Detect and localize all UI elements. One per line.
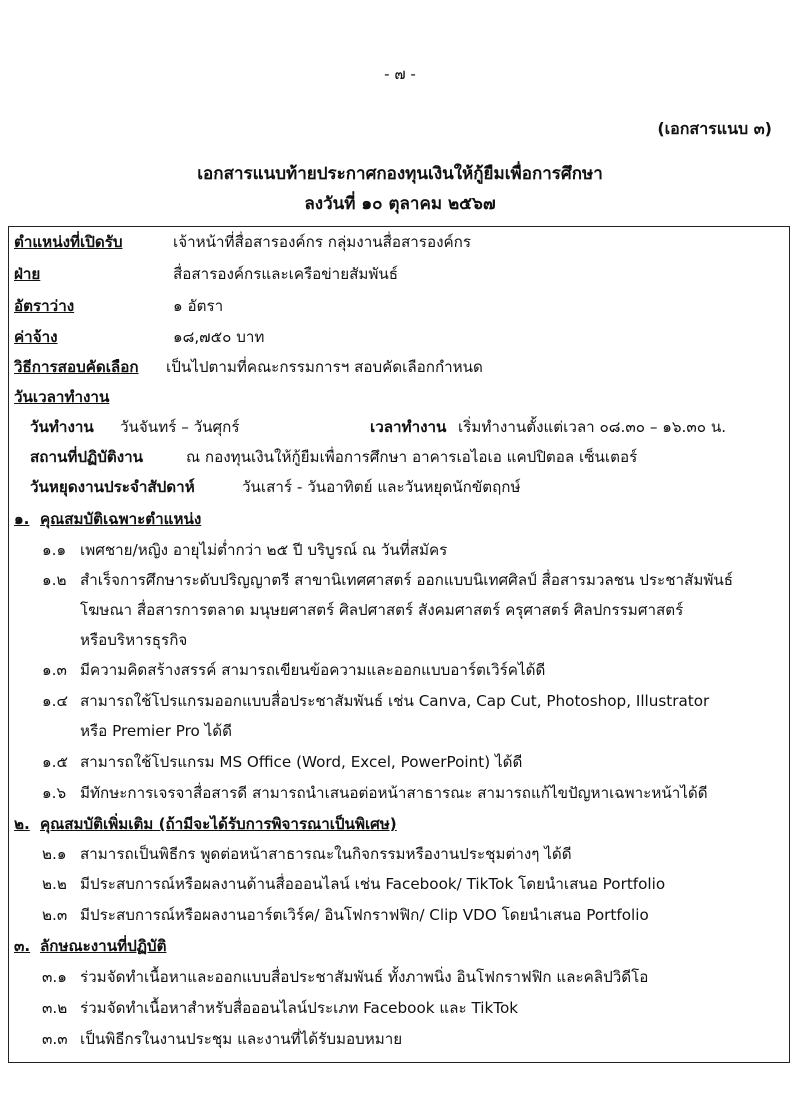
document-title: เอกสารแนบท้ายประกาศกองทุนเงินให้กู้ยืมเพื่อการศึกษา bbox=[197, 164, 603, 184]
item-text-cont: หรือ Premier Pro ได้ดี bbox=[80, 722, 232, 740]
item-number: ๑.๔ bbox=[42, 692, 68, 710]
item-text: มีความคิดสร้างสรรค์ สามารถเขียนข้อความและออกแบบอาร์ตเวิร์คได้ดี bbox=[80, 661, 546, 679]
item-number: ๒.๓ bbox=[42, 906, 68, 924]
department-value: สื่อสารองค์กรและเครือข่ายสัมพันธ์ bbox=[173, 265, 399, 283]
item-text: มีทักษะการเจรจาสื่อสารดี สามารถนำเสนอต่อหน้าสาธารณะ สามารถแก้ไขปัญหาเฉพาะหน้าได้ดี bbox=[80, 784, 708, 802]
item-text: สามารถใช้โปรแกรม MS Office (Word, Excel, PowerPoint) ได้ดี bbox=[80, 753, 523, 771]
item-text: เพศชาย/หญิง อายุไม่ต่ำกว่า ๒๕ ปี บริบูรณ์ ณ วันที่สมัคร bbox=[80, 541, 448, 559]
item-text-cont: หรือบริหารธุรกิจ bbox=[80, 631, 188, 649]
attachment-label: (เอกสารแนบ ๓) bbox=[657, 119, 772, 138]
item-number: ๑.๖ bbox=[42, 784, 67, 802]
selection-label: วิธีการสอบคัดเลือก bbox=[14, 358, 139, 376]
item-text: ร่วมจัดทำเนื้อหาและออกแบบสื่อประชาสัมพันธ์ ทั้งภาพนิ่ง อินโฟกราฟฟิก และคลิปวิดีโอ bbox=[80, 968, 649, 986]
salary-value: ๑๘,๗๕๐ บาท bbox=[173, 328, 265, 346]
document-date: ลงวันที่ ๑๐ ตุลาคม ๒๕๖๗ bbox=[304, 194, 496, 214]
item-text: ร่วมจัดทำเนื้อหาสำหรับสื่อออนไลน์ประเภท Facebook และ TikTok bbox=[80, 999, 519, 1017]
location-label: สถานที่ปฏิบัติงาน bbox=[30, 448, 144, 466]
item-number: ๑.๒ bbox=[42, 571, 67, 589]
item-number: ๓.๒ bbox=[42, 999, 68, 1017]
section1-heading: คุณสมบัติเฉพาะตำแหน่ง bbox=[40, 510, 202, 528]
section3-number: ๓. bbox=[14, 937, 31, 955]
workdays-label: วันทำงาน bbox=[30, 418, 94, 436]
location-value: ณ กองทุนเงินให้กู้ยืมเพื่อการศึกษา อาคารเอไอเอ แคปปิตอล เซ็นเตอร์ bbox=[186, 448, 638, 466]
section2-heading: คุณสมบัติเพิ่มเติม (ถ้ามีจะได้รับการพิจารณาเป็นพิเศษ) bbox=[40, 815, 397, 833]
item-text: มีประสบการณ์หรือผลงานอาร์ตเวิร์ค/ อินโฟกราฟฟิก/ Clip VDO โดยนำเสนอ Portfolio bbox=[80, 906, 649, 924]
item-text: มีประสบการณ์หรือผลงานด้านสื่อออนไลน์ เช่น Facebook/ TikTok โดยนำเสนอ Portfolio bbox=[80, 875, 666, 893]
vacancy-value: ๑ อัตรา bbox=[173, 297, 224, 315]
item-number: ๑.๑ bbox=[42, 541, 67, 559]
item-number: ๒.๑ bbox=[42, 845, 67, 863]
item-number: ๓.๑ bbox=[42, 968, 67, 986]
work-time-heading: วันเวลาทำงาน bbox=[14, 388, 110, 406]
section3-heading: ลักษณะงานที่ปฏิบัติ bbox=[40, 937, 167, 955]
item-text: สำเร็จการศึกษาระดับปริญญาตรี สาขานิเทศศาสตร์ ออกแบบนิเทศศิลป์ สื่อสารมวลชน ประชาสัมพันธ์ bbox=[80, 571, 733, 589]
section1-number: ๑. bbox=[14, 510, 30, 528]
page-number: - ๗ - bbox=[384, 65, 416, 83]
position-label: ตำแหน่งที่เปิดรับ bbox=[14, 233, 123, 251]
salary-label: ค่าจ้าง bbox=[14, 328, 58, 346]
item-number: ๑.๓ bbox=[42, 661, 67, 679]
hours-label: เวลาทำงาน bbox=[370, 418, 447, 436]
item-number: ๓.๓ bbox=[42, 1030, 68, 1048]
department-label: ฝ่าย bbox=[14, 265, 41, 283]
hours-value: เริ่มทำงานตั้งแต่เวลา ๐๘.๓๐ – ๑๖.๓๐ น. bbox=[458, 418, 727, 436]
workdays-value: วันจันทร์ – วันศุกร์ bbox=[120, 418, 240, 436]
item-text: สามารถเป็นพิธีกร พูดต่อหน้าสาธารณะในกิจกรรมหรืองานประชุมต่างๆ ได้ดี bbox=[80, 845, 572, 863]
item-text: สามารถใช้โปรแกรมออกแบบสื่อประชาสัมพันธ์ เช่น Canva, Cap Cut, Photoshop, Illustrator bbox=[80, 692, 710, 710]
vacancy-label: อัตราว่าง bbox=[14, 297, 75, 315]
position-value: เจ้าหน้าที่สื่อสารองค์กร กลุ่มงานสื่อสารองค์กร bbox=[173, 233, 472, 251]
holidays-value: วันเสาร์ - วันอาทิตย์ และวันหยุดนักขัตฤกษ์ bbox=[242, 478, 521, 496]
section2-number: ๒. bbox=[14, 815, 30, 833]
selection-value: เป็นไปตามที่คณะกรรมการฯ สอบคัดเลือกกำหนด bbox=[166, 358, 483, 376]
item-text: เป็นพิธีกรในงานประชุม และงานที่ได้รับมอบหมาย bbox=[80, 1030, 403, 1048]
holidays-label: วันหยุดงานประจำสัปดาห์ bbox=[30, 478, 195, 496]
item-number: ๑.๕ bbox=[42, 753, 68, 771]
item-text-cont: โฆษณา สื่อสารการตลาด มนุษยศาสตร์ ศิลปศาสตร์ สังคมศาสตร์ ครุศาสตร์ ศิลปกรรมศาสตร์ bbox=[80, 601, 684, 619]
item-number: ๒.๒ bbox=[42, 875, 67, 893]
